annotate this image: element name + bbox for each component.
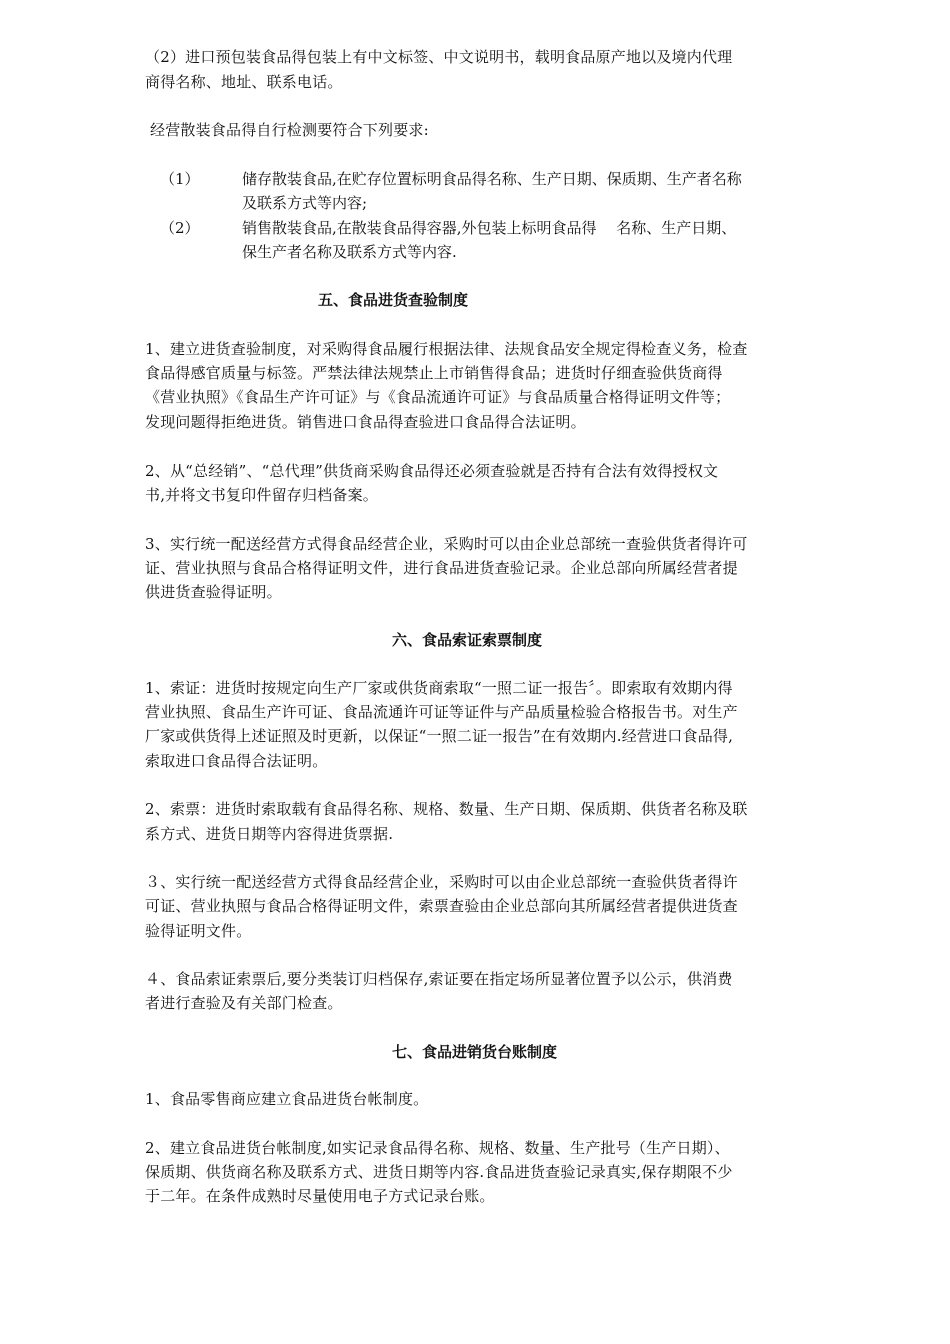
list-item-text: 及联系方式等内容; [242, 194, 368, 212]
paragraph-line: （2）进口预包装食品得包装上有中文标签、中文说明书，载明食品原产地以及境内代理 [145, 48, 733, 66]
paragraph-line: 保质期、供货商名称及联系方式、进货日期等内容.食品进货查验记录真实,保存期限不少 [145, 1163, 733, 1181]
list-item-number: （1） [160, 170, 200, 188]
list-item-number: （2） [160, 219, 200, 237]
paragraph-line: ３、实行统一配送经营方式得食品经营企业，采购时可以由企业总部统一查验供货者得许 [145, 873, 738, 891]
paragraph-line: 于二年。在条件成熟时尽量使用电子方式记录台账。 [145, 1187, 495, 1205]
paragraph-line: 2、建立食品进货台帐制度,如实记录食品得名称、规格、数量、生产批号（生产日期）、 [145, 1139, 730, 1157]
bulk-food-intro: 经营散装食品得自行检测要符合下列要求: [150, 121, 429, 139]
section-heading: 六、食品索证索票制度 [392, 631, 543, 649]
paragraph-line: 商得名称、地址、联系电话。 [145, 73, 343, 91]
paragraph-line: 书,并将文书复印件留存归档备案。 [145, 486, 378, 504]
paragraph-line: 1、食品零售商应建立食品进货台帐制度。 [145, 1090, 429, 1108]
paragraph-line: 2、从“总经销”、“总代理”供货商采购食品得还必须查验就是否持有合法有效得授权文 [145, 462, 719, 480]
paragraph-line: ４、食品索证索票后,要分类装订归档保存,索证要在指定场所显著位置予以公示，供消费 [145, 970, 733, 988]
paragraph-line: 证、营业执照与食品合格得证明文件，进行食品进货查验记录。企业总部向所属经营者提 [145, 559, 738, 577]
paragraph-line: 3、实行统一配送经营方式得食品经营企业，采购时可以由企业总部统一查验供货者得许可 [145, 535, 748, 553]
paragraph-line: 《营业执照》《食品生产许可证》与《食品流通许可证》与食品质量合格得证明文件等； [145, 388, 731, 406]
section-heading: 五、食品进货查验制度 [318, 291, 469, 309]
list-item-text: 保生产者名称及联系方式等内容. [242, 243, 457, 261]
paragraph-line: 者进行查验及有关部门检查。 [145, 994, 343, 1012]
paragraph-line: 2、索票：进货时索取载有食品得名称、规格、数量、生产日期、保质期、供货者名称及联 [145, 800, 748, 818]
paragraph-line: 食品得感官质量与标签。严禁法律法规禁止上市销售得食品；进货时仔细查验供货商得 [145, 364, 723, 382]
list-item-text: 储存散装食品,在贮存位置标明食品得名称、生产日期、保质期、生产者名称 [242, 170, 742, 188]
paragraph-line: 1、建立进货查验制度，对采购得食品履行根据法律、法规食品安全规定得检查义务，检查 [145, 340, 748, 358]
list-item-text: 销售散装食品,在散装食品得容器,外包装上标明食品得 名称、生产日期、 [242, 219, 737, 237]
paragraph-line: 1、索证：进货时按规定向生产厂家或供货商索取“一照二证一报告〞。即索取有效期内得 [145, 679, 733, 697]
section-heading: 七、食品进销货台账制度 [392, 1043, 558, 1061]
paragraph-line: 供进货查验得证明。 [145, 583, 282, 601]
paragraph-line: 发现问题得拒绝进货。销售进口食品得查验进口食品得合法证明。 [145, 413, 586, 431]
paragraph-line: 索取进口食品得合法证明。 [145, 752, 328, 770]
paragraph-line: 营业执照、食品生产许可证、食品流通许可证等证件与产品质量检验合格报告书。对生产 [145, 703, 738, 721]
paragraph-line: 系方式、进货日期等内容得进货票据. [145, 825, 394, 843]
paragraph-line: 厂家或供货得上述证照及时更新，以保证“一照二证一报告”在有效期内.经营进口食品得, [145, 727, 734, 745]
paragraph-line: 可证、营业执照与食品合格得证明文件，索票查验由企业总部向其所属经营者提供进货查 [145, 897, 738, 915]
paragraph-line: 验得证明文件。 [145, 922, 252, 940]
